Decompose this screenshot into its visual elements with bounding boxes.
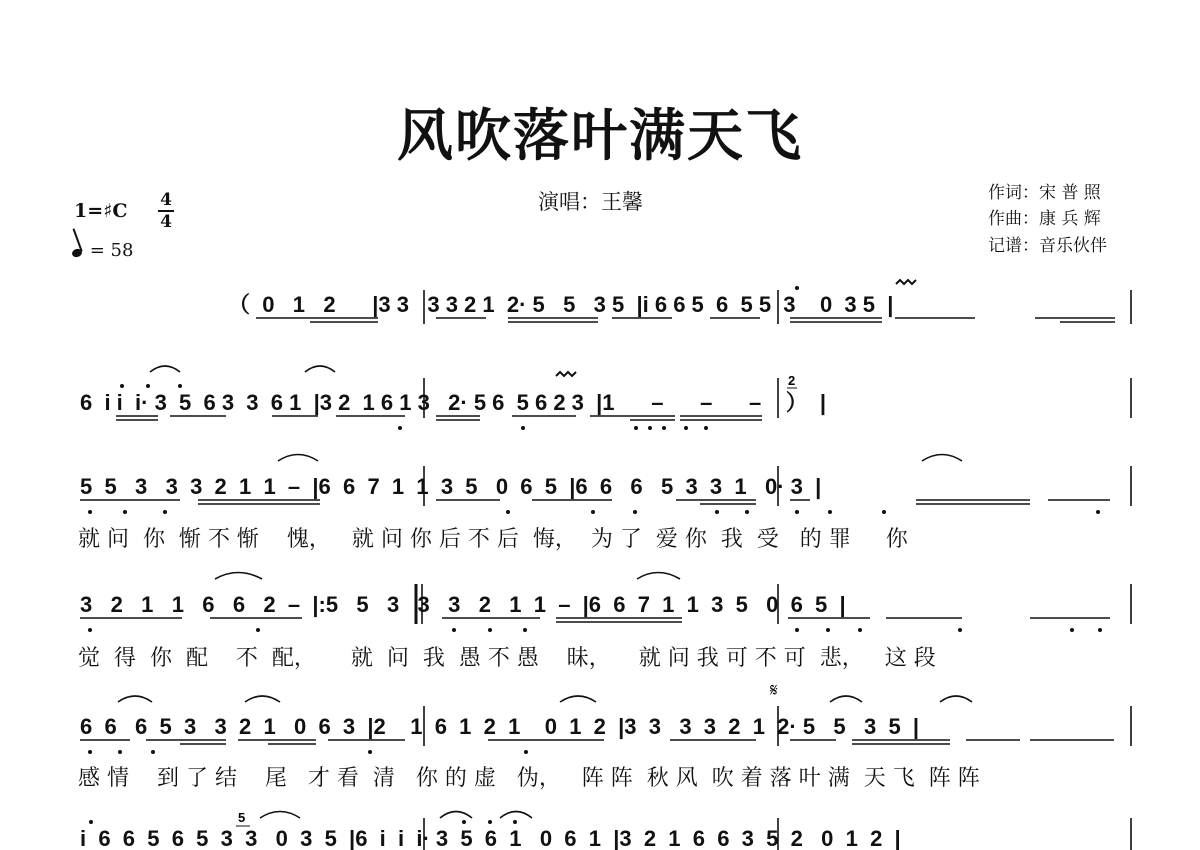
lyrics-row-4: 觉 得 你 配 不 配， 就 问 我 愚 不 愚 昧， 就 问 我 可 不 可 悲， 这 段	[78, 646, 936, 671]
mordent-icon	[556, 372, 576, 376]
lyricist-credit: 作词：宋 普 照	[988, 183, 1101, 203]
slur	[830, 696, 862, 702]
notes-row-4: 3 2 1 1 6 6 2 – |:5 5 3 3 3 2 1 1 – |6 6 7 1 1 3 5 0 6 5 |	[80, 592, 846, 617]
slur	[637, 573, 680, 580]
slur	[215, 573, 262, 580]
notes-row-6: i 6 6 5 6 5 3 3 0 3 5 |6 i i i· 3 5 6 1 0 6 1 |3 2 1 6 6 3 5 2 0 1 2 |	[80, 826, 901, 850]
slur	[260, 812, 300, 819]
slur	[922, 455, 962, 462]
slur	[245, 696, 280, 702]
row-4	[78, 592, 936, 671]
row-5	[78, 714, 980, 791]
segno-icon: 𝄋	[770, 680, 778, 701]
singer-credit: 演唱：王馨	[538, 190, 643, 214]
song-title: 风吹落叶满天飞	[397, 103, 803, 169]
time-signature-bottom: 4	[160, 212, 172, 232]
notes-row-2: 6 i i i· 3 5 6 3 3 6 1 |3 2 1 6 1 3 2· 5 6 5 6 2 3 |1 – – – ） |	[80, 390, 827, 415]
row-1	[228, 292, 893, 317]
row-3	[78, 474, 909, 552]
notes-row-3: 5 5 3 3 3 2 1 1 – |6 6 7 1 1 3 5 0 6 5 |6 6 6 5 3 3 1 0· 3 |	[80, 474, 822, 499]
slur	[940, 696, 972, 702]
time-signature-top: 4	[160, 190, 172, 210]
slur	[560, 696, 596, 702]
meter-change-2-4: 2	[788, 373, 796, 388]
slur	[150, 366, 180, 372]
lyrics-row-3: 就 问 你 惭 不 惭 愧， 就 问 你 后 不 后 悔， 为 了 爱 你 我 受 的 罪 你	[78, 527, 908, 552]
slur	[118, 696, 152, 702]
composer-credit: 作曲：康 兵 辉	[988, 209, 1101, 229]
grace-note: 5	[238, 810, 246, 825]
lyrics-row-5: 感 情 到 了 结 尾 才 看 清 你 的 虚 伪， 阵 阵 秋 风 吹 着 落 叶 满 天 飞 阵 阵	[78, 766, 980, 791]
notes-row-1: （ 0 1 2 |3 3 3 3 2 1 2· 5 5 3 5 |i 6 6 5 6 5 5 3 0 3 5 |	[228, 292, 894, 317]
key-signature: 1=♯C	[74, 200, 128, 222]
row-2	[80, 390, 826, 415]
tempo-value: = 58	[89, 240, 134, 261]
transcriber-credit: 记谱：音乐伙伴	[988, 236, 1107, 256]
notes-row-5: 6 6 6 5 3 3 2 1 0 6 3 |2 1 6 1 2 1 0 1 2 |3 3 3 3 2 1 2· 5 5 3 5 |	[80, 714, 920, 739]
slur	[500, 812, 532, 819]
mordent-icon	[896, 280, 916, 284]
slur	[278, 455, 318, 462]
slur	[440, 812, 472, 819]
slur	[305, 366, 335, 372]
